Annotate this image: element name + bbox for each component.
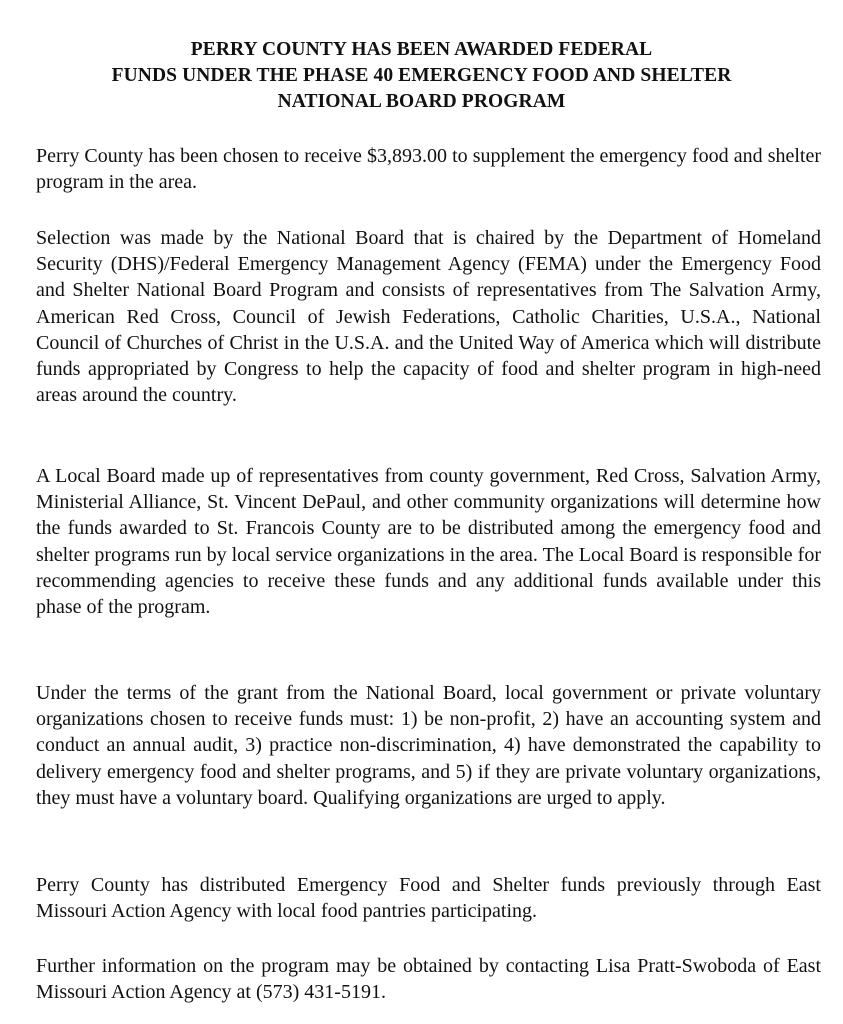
- document-title: [40, 37, 803, 115]
- paragraph-grant-terms: Under the terms of the grant from the National Board, local government or private voluntary organizations chosen to receive funds must: 1) be non-profit, 2) have an accounting system and conduct an annual audit, 3) practice non-discrimination, 4) have demonstrated the capability to delivery emergency food and shelter programs, and 5) if they are private voluntary organizations, they must have a voluntary board. Qualifying organizations are urged to apply.: [36, 682, 821, 809]
- paragraph-national-board-selection: Selection was made by the National Board that is chaired by the Department of Homeland Security (DHS)/Federal Emergency Management Agency (FEMA) under the Emergency Food and Shelter National Board Program and consists of representatives from The Salvation Army, American Red Cross, Council of Jewish Federations, Catholic Charities, U.S.A., National Council of Churches of Christ in the U.S.A. and the United Way of America which will distribute funds appropriated by Congress to help the capacity of food and shelter program in high-need areas around the country.: [36, 227, 821, 407]
- paragraph-contact-information: Further information on the program may be obtained by contacting Lisa Pratt-Swoboda of East Missouri Action Agency at (573) 431-5191.: [36, 955, 821, 1004]
- title-line-2: FUNDS UNDER THE PHASE 40 EMERGENCY FOOD AND SHELTER: [111, 65, 732, 86]
- paragraph-award-amount: Perry County has been chosen to receive $3,893.00 to supplement the emergency food and shelter program in the area.: [36, 145, 821, 194]
- paragraph-local-board: A Local Board made up of representatives from county government, Red Cross, Salvation Army, Ministerial Alliance, St. Vincent DePaul, and other community organizations will determine how the funds awarded to St. Francois County are to be distributed among the emergency food and shelter programs run by local service organizations in the area. The Local Board is responsible for recommending agencies to receive these funds and any additional funds available under this phase of the program.: [36, 465, 821, 619]
- title-line-3: NATIONAL BOARD PROGRAM: [277, 91, 566, 112]
- title-line-1: PERRY COUNTY HAS BEEN AWARDED FEDERAL: [190, 39, 653, 60]
- paragraph-previous-distribution: Perry County has distributed Emergency Food and Shelter funds previously through East Missouri Action Agency with local food pantries participating.: [36, 874, 821, 923]
